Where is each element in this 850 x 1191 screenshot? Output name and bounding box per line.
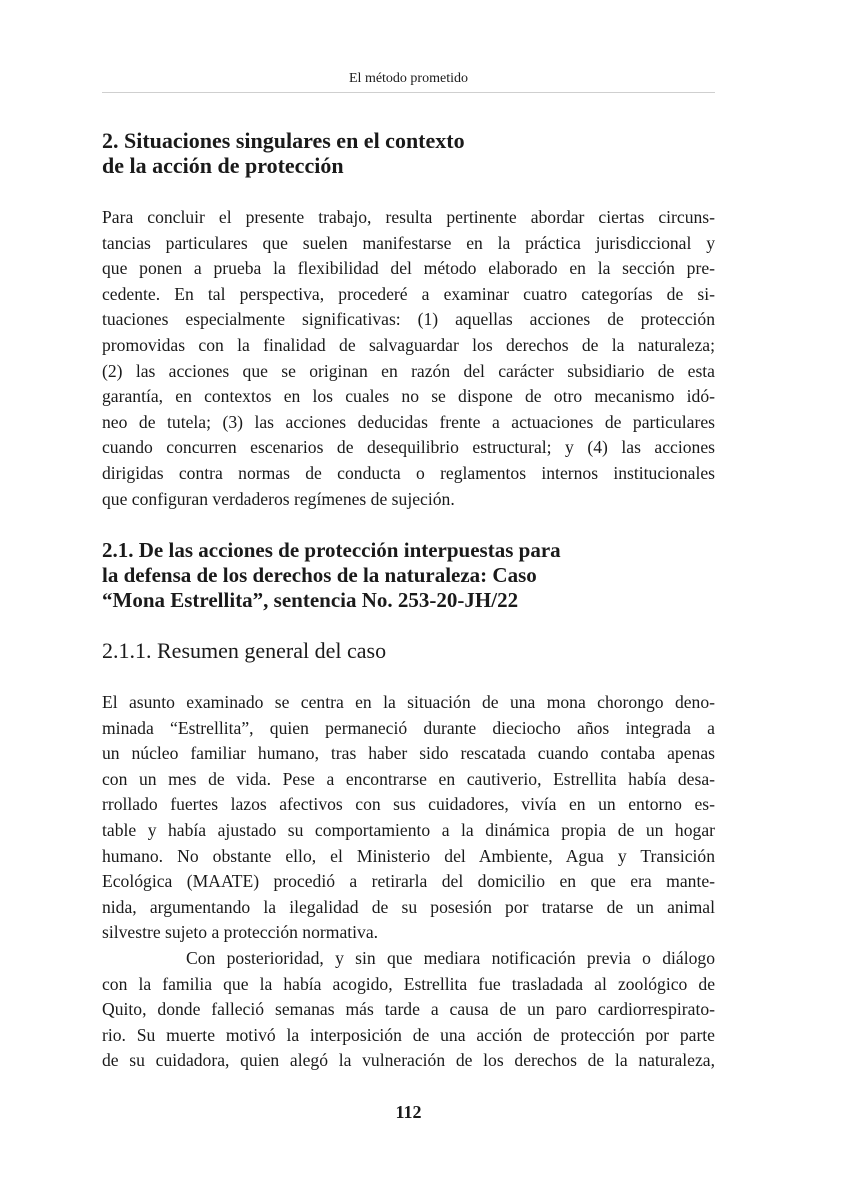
section-2-title-line: 2. Situaciones singulares en el contexto bbox=[102, 128, 465, 153]
paragraph-line: con la familia que la había acogido, Estrellita fue trasladada al zoológico de bbox=[102, 973, 715, 994]
section-2-1-title-line: “Mona Estrellita”, sentencia No. 253-20-JH/22 bbox=[102, 588, 519, 612]
paragraph-line: de su cuidadora, quien alegó la vulneración de los derechos de la naturaleza, bbox=[102, 1050, 715, 1071]
section-2-1-1-title: 2.1.1. Resumen general del caso bbox=[102, 638, 387, 663]
paragraph-line: cedente. En tal perspectiva, procederé a examinar cuatro categorías de si- bbox=[102, 283, 715, 304]
case-summary-paragraph-1 bbox=[102, 690, 715, 946]
paragraph-line: tuaciones especialmente significativas: (1) aquellas acciones de protección bbox=[102, 309, 715, 330]
section-2-title bbox=[102, 128, 715, 178]
paragraph-line: rio. Su muerte motivó la interposición de una acción de protección por parte bbox=[102, 1024, 715, 1045]
paragraph-line: Con posterioridad, y sin que mediara notificación previa o diálogo bbox=[186, 948, 715, 968]
section-2-paragraph bbox=[102, 205, 715, 512]
section-2-1-title-line: 2.1. De las acciones de protección interpuestas para bbox=[102, 538, 561, 562]
paragraph-line: que configuran verdaderos regímenes de sujeción. bbox=[102, 488, 455, 509]
paragraph-line: neo de tutela; (3) las acciones deducidas frente a actuaciones de particulares bbox=[102, 411, 715, 432]
running-header: El método prometido bbox=[349, 71, 468, 86]
paragraph-line: garantía, en contextos en los cuales no se dispone de otro mecanismo idó- bbox=[102, 386, 715, 407]
paragraph-line: con un mes de vida. Pese a encontrarse en cautiverio, Estrellita había desa- bbox=[102, 768, 715, 789]
paragraph-line: Ecológica (MAATE) procedió a retirarla del domicilio en que era mante- bbox=[102, 871, 715, 892]
section-2-title-line: de la acción de protección bbox=[102, 153, 344, 178]
header-rule bbox=[102, 92, 715, 93]
paragraph-line: promovidas con la finalidad de salvaguardar los derechos de la naturaleza; bbox=[102, 334, 715, 355]
paragraph-line: dirigidas contra normas de conducta o reglamentos internos institucionales bbox=[102, 462, 715, 483]
paragraph-line: rrollado fuertes lazos afectivos con sus cuidadores, vivía en un entorno es- bbox=[102, 794, 715, 815]
paragraph-line: un núcleo familiar humano, tras haber sido rescatada cuando contaba apenas bbox=[102, 743, 715, 764]
section-2-1-title bbox=[102, 538, 715, 613]
paragraph-line: Quito, donde falleció semanas más tarde a causa de un paro cardiorrespirato- bbox=[102, 999, 715, 1020]
case-summary-paragraph-2 bbox=[102, 946, 715, 1074]
paragraph-line: Para concluir el presente trabajo, resulta pertinente abordar ciertas circuns- bbox=[102, 207, 715, 227]
paragraph-line: El asunto examinado se centra en la situación de una mona chorongo deno- bbox=[102, 692, 715, 712]
paragraph-line: cuando concurren escenarios de desequilibrio estructural; y (4) las acciones bbox=[102, 437, 715, 458]
section-2-1-title-line: la defensa de los derechos de la naturaleza: Caso bbox=[102, 563, 537, 587]
paragraph-line: nida, argumentando la ilegalidad de su posesión por tratarse de un animal bbox=[102, 896, 715, 917]
paragraph-line: minada “Estrellita”, quien permaneció durante dieciocho años integrada a bbox=[102, 717, 715, 738]
paragraph-line: que ponen a prueba la flexibilidad del método elaborado en la sección pre- bbox=[102, 258, 715, 279]
paragraph-line: table y había ajustado su comportamiento a la dinámica propia de un hogar bbox=[102, 819, 715, 840]
page-number: 112 bbox=[395, 1102, 422, 1122]
paragraph-line: humano. No obstante ello, el Ministerio del Ambiente, Agua y Transición bbox=[102, 845, 715, 866]
paragraph-line: silvestre sujeto a protección normativa. bbox=[102, 922, 379, 943]
paragraph-line: tancias particulares que suelen manifestarse en la práctica jurisdiccional y bbox=[102, 232, 715, 253]
paragraph-line: (2) las acciones que se originan en razón del carácter subsidiario de esta bbox=[102, 360, 715, 381]
